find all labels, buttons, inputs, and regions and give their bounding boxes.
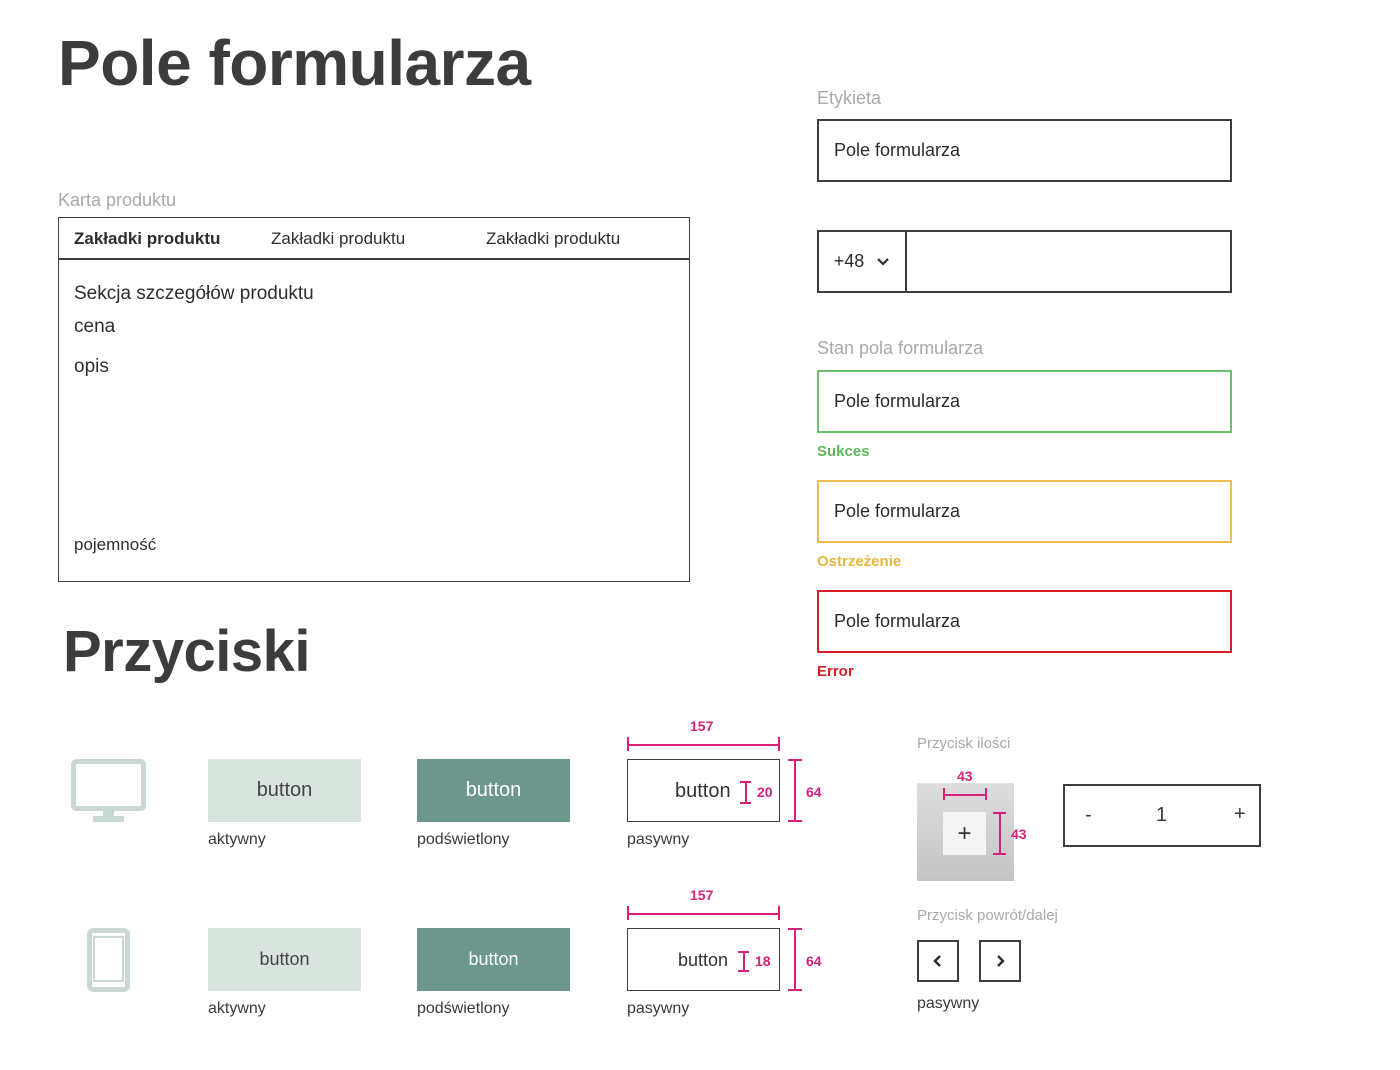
warning-form-field[interactable] xyxy=(817,480,1232,543)
font-size-label-mobile: 18 xyxy=(755,953,771,969)
description-label: opis xyxy=(74,356,109,377)
width-dimension-label: 157 xyxy=(690,718,714,734)
button-highlighted-desktop[interactable]: button xyxy=(417,759,570,822)
labeled-form-field[interactable] xyxy=(817,119,1232,182)
product-details-section-title: Sekcja szczegółów produktu xyxy=(74,283,314,304)
height-dimension-line-mobile xyxy=(794,928,796,991)
error-message: Error xyxy=(817,663,854,680)
active-state-label-mobile: aktywny xyxy=(208,1000,266,1017)
button-highlighted-mobile[interactable]: button xyxy=(417,928,570,991)
chevron-down-icon xyxy=(876,257,890,267)
font-size-marker-bottom-mobile xyxy=(738,970,749,972)
height-dimension-line xyxy=(794,759,796,822)
desktop-monitor-icon xyxy=(71,759,146,825)
buttons-section-title: Przyciski xyxy=(63,619,311,684)
height-dimension-label-mobile: 64 xyxy=(806,953,822,969)
height-dimension-tick-bottom-mobile xyxy=(788,989,802,991)
tab-product-2[interactable]: Zakładki produktu xyxy=(271,229,406,248)
product-tabs xyxy=(59,218,689,260)
quantity-stepper[interactable] xyxy=(1063,784,1261,847)
mobile-phone-icon xyxy=(87,928,130,992)
product-card-caption: Karta produktu xyxy=(58,190,177,210)
quantity-value[interactable]: 1 xyxy=(1156,804,1168,826)
chevron-right-icon xyxy=(994,954,1006,968)
font-size-marker-top xyxy=(740,781,751,783)
passive-state-label-mobile: pasywny xyxy=(627,1000,690,1017)
price-label: cena xyxy=(74,316,116,337)
width-dimension-line-mobile xyxy=(627,913,780,915)
error-field-value: Pole formularza xyxy=(834,611,961,631)
label-caption: Etykieta xyxy=(817,88,882,108)
labeled-form-field-value: Pole formularza xyxy=(834,140,961,160)
success-message: Sukces xyxy=(817,443,870,460)
width-dimension-tick-right xyxy=(778,737,780,751)
back-next-state-label: pasywny xyxy=(917,995,980,1012)
back-next-caption: Przycisk powrót/dalej xyxy=(917,907,1058,924)
quantity-width-label: 43 xyxy=(957,768,973,784)
font-size-marker-top-mobile xyxy=(738,951,749,953)
field-state-caption: Stan pola formularza xyxy=(817,338,984,358)
tab-product-1[interactable]: Zakładki produktu xyxy=(74,229,221,248)
next-button[interactable] xyxy=(979,940,1021,982)
quantity-minus-button[interactable]: - xyxy=(1085,804,1092,826)
phone-prefix-value: +48 xyxy=(833,251,865,271)
font-size-marker-line xyxy=(745,781,747,803)
width-dimension-line xyxy=(627,744,780,746)
width-dimension-tick-left xyxy=(627,737,629,751)
width-dimension-label-mobile: 157 xyxy=(690,887,714,903)
page-title: Pole formularza xyxy=(58,27,531,99)
quantity-width-tick-right xyxy=(985,788,987,800)
button-passive-label: button xyxy=(675,780,731,802)
tab-product-3[interactable]: Zakładki produktu xyxy=(486,229,621,248)
font-size-marker-bottom xyxy=(740,802,751,804)
width-dimension-tick-left-mobile xyxy=(627,906,629,920)
height-dimension-tick-bottom xyxy=(788,820,802,822)
button-active-desktop[interactable]: button xyxy=(208,759,361,822)
warning-message: Ostrzeżenie xyxy=(817,553,902,570)
highlighted-state-label: podświetlony xyxy=(417,831,510,848)
phone-prefix-select[interactable] xyxy=(819,232,907,291)
quantity-plus-swatch[interactable]: + xyxy=(943,812,986,855)
product-card xyxy=(58,217,690,582)
height-dimension-tick-top xyxy=(788,759,802,761)
font-size-marker-line-mobile xyxy=(743,951,745,971)
warning-field-value: Pole formularza xyxy=(834,501,961,521)
quantity-plus-button[interactable]: + xyxy=(1234,803,1246,825)
passive-state-label: pasywny xyxy=(627,831,690,848)
height-dimension-label: 64 xyxy=(806,784,822,800)
quantity-caption: Przycisk ilości xyxy=(917,735,1011,752)
width-dimension-tick-right-mobile xyxy=(778,906,780,920)
chevron-left-icon xyxy=(932,954,944,968)
success-form-field[interactable] xyxy=(817,370,1232,433)
height-dimension-tick-top-mobile xyxy=(788,928,802,930)
button-passive-label-mobile: button xyxy=(678,950,729,970)
quantity-height-tick-top xyxy=(993,812,1006,814)
back-button[interactable] xyxy=(917,940,959,982)
capacity-label: pojemność xyxy=(74,535,157,554)
active-state-label: aktywny xyxy=(208,831,266,848)
phone-number-input[interactable] xyxy=(907,232,1230,291)
quantity-width-tick-left xyxy=(943,788,945,800)
button-active-mobile[interactable]: button xyxy=(208,928,361,991)
quantity-width-line xyxy=(943,794,986,796)
error-form-field[interactable] xyxy=(817,590,1232,653)
quantity-height-line xyxy=(999,812,1001,855)
success-field-value: Pole formularza xyxy=(834,391,961,411)
highlighted-state-label-mobile: podświetlony xyxy=(417,1000,510,1017)
quantity-height-tick-bottom xyxy=(993,853,1006,855)
quantity-height-label: 43 xyxy=(1011,826,1027,842)
phone-field[interactable] xyxy=(817,230,1232,293)
font-size-label: 20 xyxy=(757,784,773,800)
